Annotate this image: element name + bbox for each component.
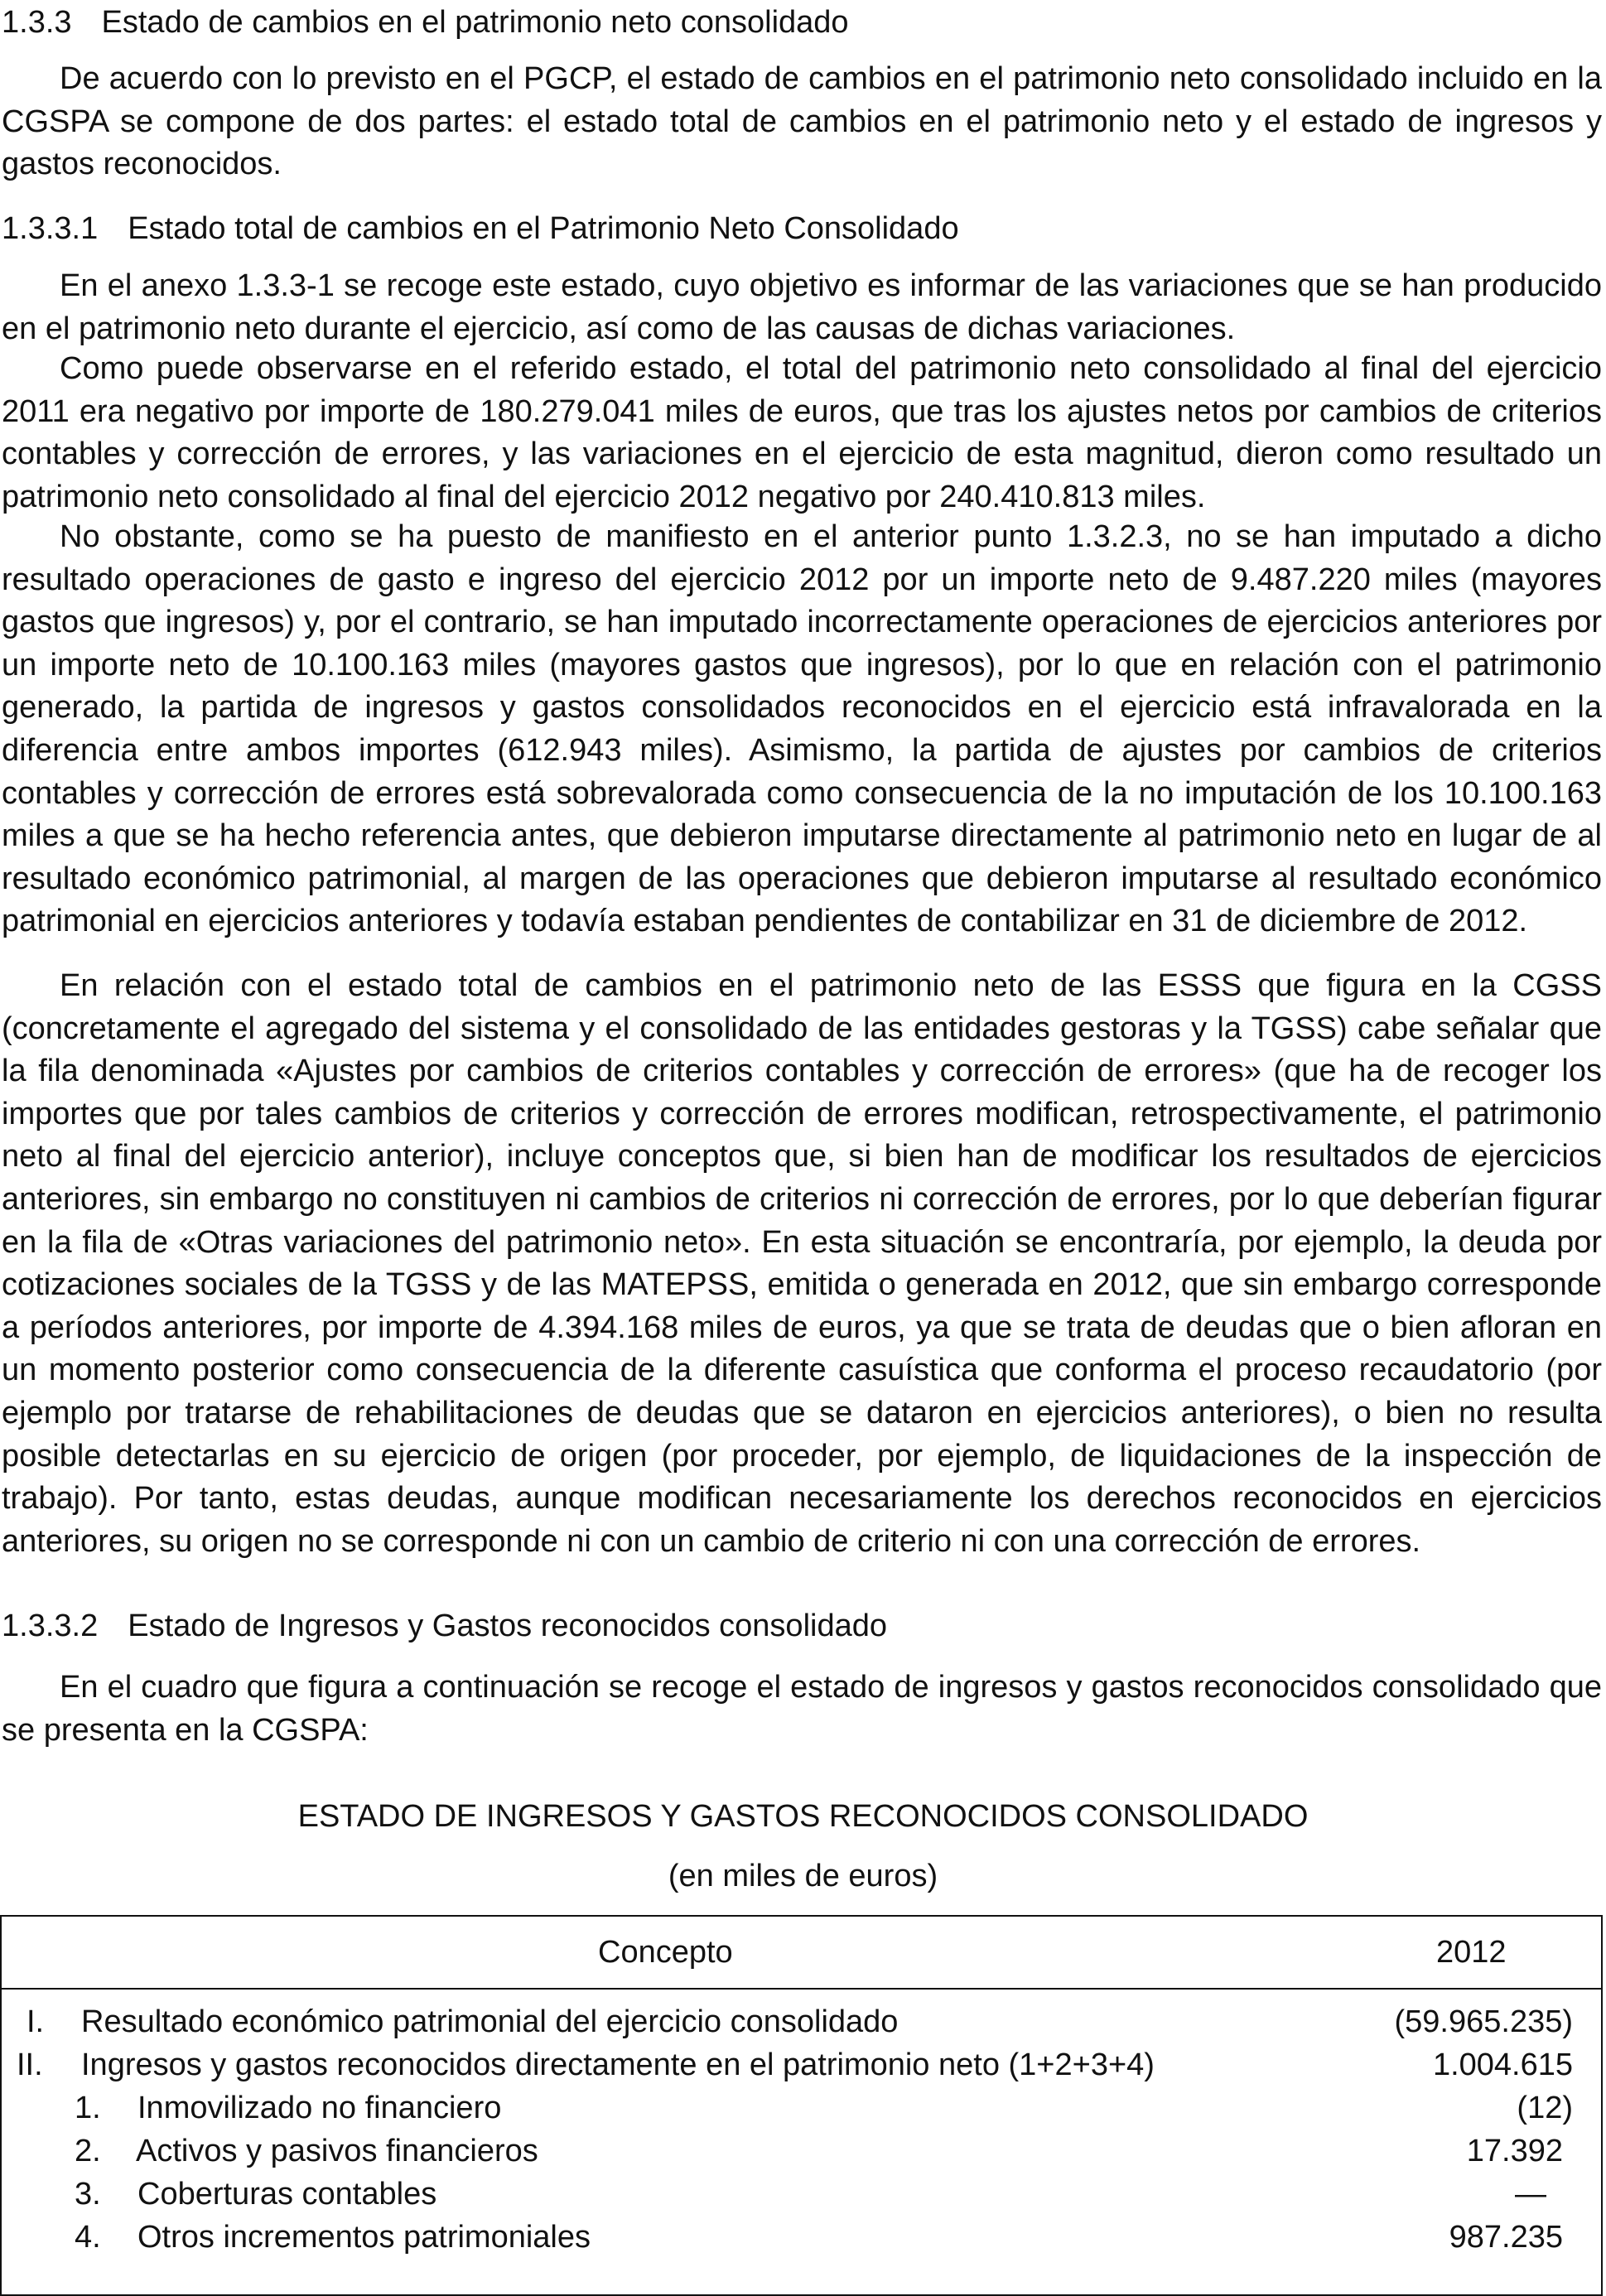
row-label: Inmovilizado no financiero (137, 2091, 502, 2125)
row-number: 1. (75, 2091, 101, 2125)
section-number: 1.3.3.1 (2, 211, 99, 246)
table-title: ESTADO DE INGRESOS Y GASTOS RECONOCIDOS CONSOLIDADO (297, 1799, 1309, 1834)
table-row (2, 2175, 1601, 2218)
row-label: Coberturas contables (137, 2177, 437, 2212)
row-label: Activos y pasivos financieros (136, 2134, 538, 2168)
paragraph-no-obstante: No obstante, como se ha puesto de manifiesto en el anterior punto 1.3.2.3, no se han imputado a dicho resultado operaciones de gasto e ingreso del ejercicio 2012 por un importe neto de 9.487.220 miles (mayores gastos que ingresos) y, por el contrario, se han imputado incorrectamente operaciones de ejercicios anteriores por un importe neto de 10.100.163 miles (mayores gastos que ingresos), por lo que en relación con el patrimonio generado, la partida de ingresos y gastos consolidados reconocidos en el ejercicio está infravalorada en la diferencia entre ambos importes (612.943 miles). Asimismo, la partida de ajustes por cambios de criterios contables y corrección de errores está sobrevalorada como consecuencia de la no imputación de los 10.100.163 miles a que se ha hecho referencia antes, que debieron imputarse directamente al patrimonio neto en lugar de al resultado económico patrimonial, al margen de las operaciones que debieron imputarse al resultado económico patrimonial en ejercicios anteriores y todavía estaban pendientes de contabilizar en 31 de diciembre de 2012. (2, 519, 1602, 939)
row-number: I. (27, 2004, 45, 2039)
section-title: Estado de Ingresos y Gastos reconocidos consolidado (128, 1609, 887, 1643)
table-row (2, 2046, 1601, 2089)
header-concepto: Concepto (598, 1935, 733, 1970)
row-number: 3. (75, 2177, 101, 2212)
row-value: 1.004.615 (1432, 2048, 1573, 2082)
table-row (2, 2003, 1601, 2046)
table-row (2, 2132, 1601, 2175)
header-year: 2012 (1436, 1935, 1507, 1970)
row-label: Otros incrementos patrimoniales (137, 2220, 591, 2255)
income-expense-table (0, 1915, 1603, 2296)
section-heading-1-3-3 (2, 3, 849, 41)
table-header (2, 1917, 1601, 1990)
row-value: 17.392 (1466, 2134, 1563, 2168)
table-subtitle: (en miles de euros) (668, 1859, 938, 1893)
row-value: — (1515, 2177, 1546, 2212)
row-value: 987.235 (1449, 2220, 1563, 2255)
section-number: 1.3.3.2 (2, 1609, 99, 1643)
section-heading-1-3-3-2 (2, 1607, 887, 1645)
section-title: Estado de cambios en el patrimonio neto consolidado (101, 5, 849, 40)
row-number: 4. (75, 2220, 101, 2255)
table-row (2, 2089, 1601, 2132)
row-number: II. (17, 2048, 43, 2082)
row-label: Resultado económico patrimonial del ejercicio consolidado (81, 2004, 899, 2039)
table-row (2, 2218, 1601, 2261)
row-value: (12) (1517, 2091, 1573, 2125)
row-label: Ingresos y gastos reconocidos directamente en el patrimonio neto (1+2+3+4) (81, 2048, 1155, 2082)
section-heading-1-3-3-1 (2, 210, 959, 248)
row-value: (59.965.235) (1394, 2004, 1573, 2039)
paragraph-esss: En relación con el estado total de cambios en el patrimonio neto de las ESSS que figura en la CGSS (concretamente el agregado del sistema y el consolidado de las entidades gestoras y la TGSS) cabe señalar que la fila denominada «Ajustes por cambios de criterios contables y corrección de errores» (que ha de recoger los importes que por tales cambios de criterios y corrección de errores modifican, retrospectivamente, el patrimonio neto al final del ejercicio anterior), incluye conceptos que, si bien han de modificar los resultados de ejercicios anteriores, sin embargo no constituyen ni cambios de criterios ni corrección de errores, por lo que deberían figurar en la fila de «Otras variaciones del patrimonio neto». En esta situación se encontraría, por ejemplo, la deuda por cotizaciones sociales de la TGSS y de las MATEPSS, emitida o generada en 2012, que sin embargo corresponde a períodos anteriores, por importe de 4.394.168 miles de euros, ya que se trata de deudas que o bien afloran en un momento posterior como consecuencia de la diferente casuística que conforma el proceso recaudatorio (por ejemplo por tratarse de rehabilitaciones de deudas que se dataron en ejercicios anteriores), o bien no resulta posible detectarlas en su ejercicio de origen (por proceder, por ejemplo, de liquidaciones de la inspección de trabajo). Por tanto, estas deudas, aunque modifican necesariamente los derechos reconocidos en ejercicios anteriores, su origen no se corresponde ni con un cambio de criterio ni con una corrección de errores. (2, 968, 1602, 1559)
paragraph-cuadro: En el cuadro que figura a continuación se recoge el estado de ingresos y gastos reconocidos consolidado que se presenta en la CGSPA: (2, 1670, 1602, 1748)
paragraph-patrimonio-neto: Como puede observarse en el referido estado, el total del patrimonio neto consolidado al final del ejercicio 2011 era negativo por importe de 180.279.041 miles de euros, que tras los ajustes netos por cambios de criterios contables y corrección de errores, y las variaciones en el ejercicio de esta magnitud, dieron como resultado un patrimonio neto consolidado al final del ejercicio 2012 negativo por 240.410.813 miles. (2, 351, 1602, 514)
row-number: 2. (75, 2134, 101, 2168)
paragraph-anexo: En el anexo 1.3.3-1 se recoge este estado, cuyo objetivo es informar de las variaciones que se han producido en el patrimonio neto durante el ejercicio, así como de las causas de dichas variaciones. (2, 268, 1602, 346)
section-number: 1.3.3 (2, 5, 72, 40)
paragraph-intro: De acuerdo con lo previsto en el PGCP, el estado de cambios en el patrimonio neto consolidado incluido en la CGSPA se compone de dos partes: el estado total de cambios en el patrimonio neto y el estado de ingresos y gastos reconocidos. (2, 61, 1602, 182)
section-title: Estado total de cambios en el Patrimonio Neto Consolidado (128, 211, 959, 246)
